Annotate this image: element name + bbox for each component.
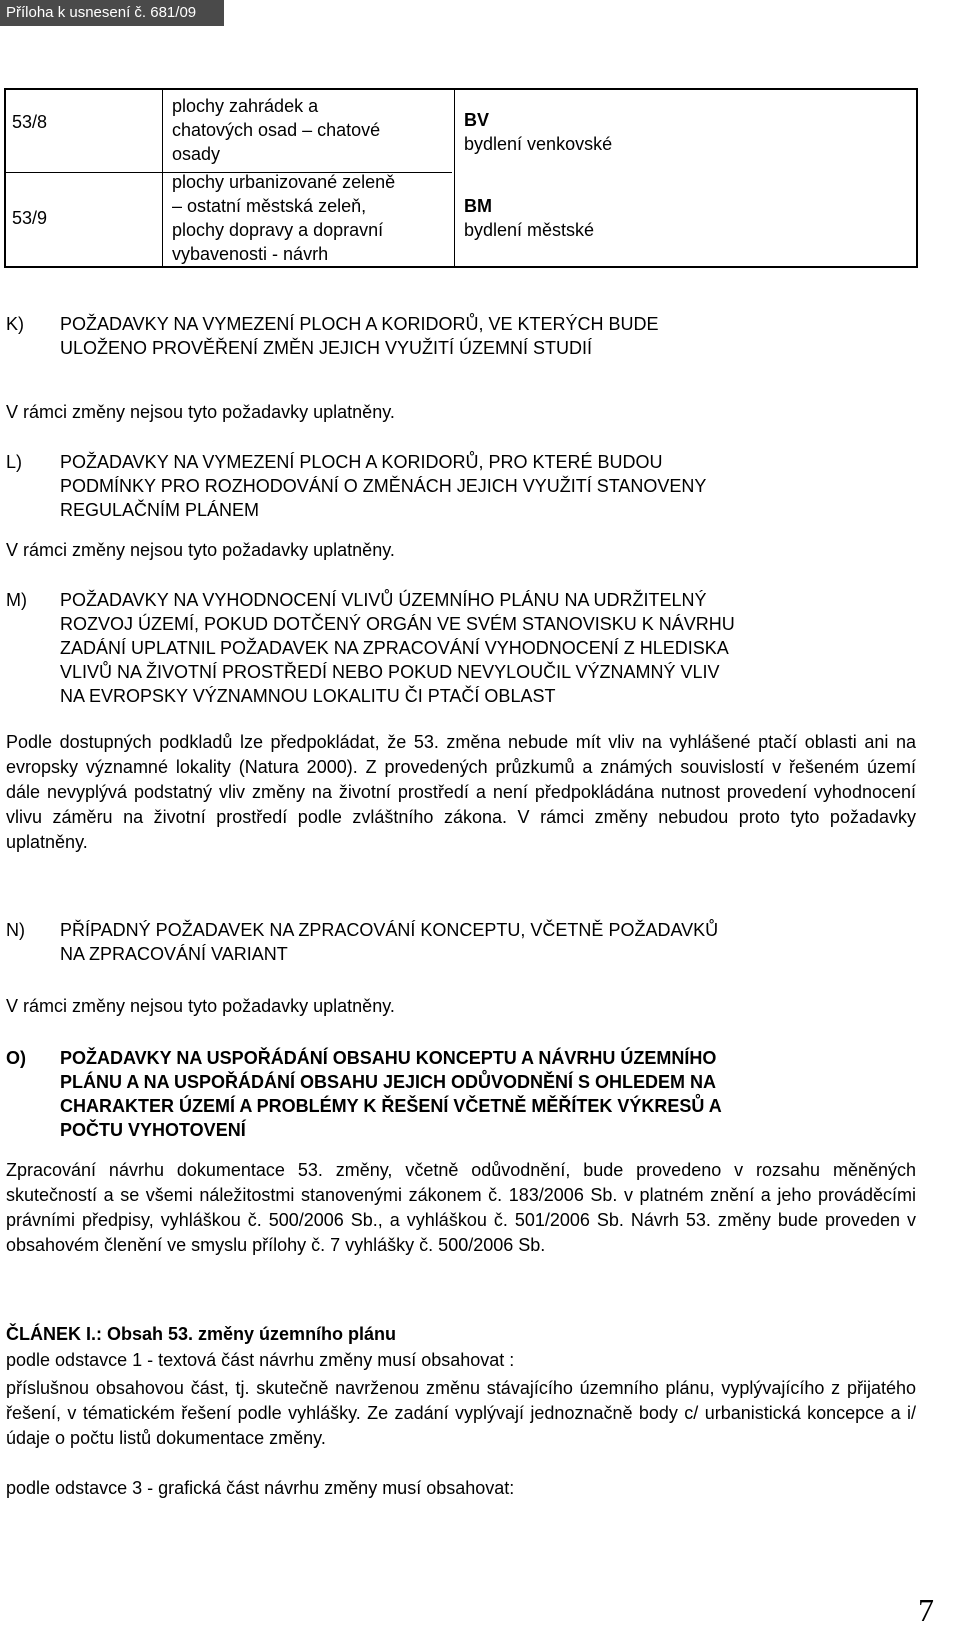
section-o-body: Zpracování návrhu dokumentace 53. změny, včetně odůvodnění, bude provedeno v rozsahu měněných skutečností a se všemi náležitostmi stanovenými zákonem č. 183/2006 Sb. v platném znění a jeho prováděcími právními předpisy, vyhláškou č. 500/2006 Sb., a vyhláškou č. 501/2006 Sb. Návrh 53. změny bude proveden v obsahovém členění ve smyslu přílohy č. 7 vyhlášky č. 500/2006 Sb. (6, 1160, 916, 1255)
table-cell-code: BM (464, 196, 492, 216)
section-k-body: V rámci změny nejsou tyto požadavky uplatněny. (6, 402, 395, 422)
land-use-table (4, 88, 918, 268)
section-o-heading: O) POŽADAVKY NA USPOŘÁDÁNÍ OBSAHU KONCEPTU A NÁVRHU ÚZEMNÍHO PLÁNU A NA USPOŘÁDÁNÍ OBSAHU JEJICH ODŮVODNĚNÍ S OHLEDEM NA CHARAKTER ÚZEMÍ A PROBLÉMY K ŘEŠENÍ VČETNĚ MĚŘÍTEK VÝKRESŮ A POČTU VYHOTOVENÍ (6, 1048, 722, 1140)
document-header-bar (0, 0, 224, 26)
table-divider (454, 90, 455, 266)
table-divider (162, 90, 163, 266)
article-line-2: podle odstavce 3 - grafická část návrhu změny musí obsahovat: (6, 1478, 515, 1498)
table-cell-code: BV (464, 110, 490, 130)
page-number: 7 (918, 1592, 934, 1628)
table-cell-id: 53/8 (12, 112, 48, 132)
section-k-heading: K) POŽADAVKY NA VYMEZENÍ PLOCH A KORIDORŮ, VE KTERÝCH BUDE ULOŽENO PROVĚŘENÍ ZMĚN JEJICH VYUŽITÍ ÚZEMNÍ STUDIÍ (6, 314, 659, 358)
article-line-1: podle odstavce 1 - textová část návrhu změny musí obsahovat : (6, 1350, 515, 1370)
table-cell-code-desc: bydlení venkovské (464, 134, 613, 154)
table-cell-desc: plochy urbanizované zeleně – ostatní městská zeleň, plochy dopravy a dopravní vybavenosti - návrh (172, 172, 396, 264)
table-cell-code-desc: bydlení městské (464, 220, 595, 240)
header-text: Příloha k usnesení č. 681/09 (6, 4, 197, 21)
article-title: ČLÁNEK I.: Obsah 53. změny územního plánu (6, 1324, 397, 1344)
section-m-body: Podle dostupných podkladů lze předpokládat, že 53. změna nebude mít vliv na vyhlášené ptačí oblasti ani na evropsky významné lokality (Natura 2000). Z provedených průzkumů a známých souvislostí v řešeném území dále nevyplývá podstatný vliv změny na životní prostředí a není předpokládána nutnost provedení vyhodnocení vlivu záměru na životní prostředí podle zvláštního zákona. V rámci změny nebudou proto tyto požadavky uplatněny. (6, 732, 916, 852)
section-n-heading: N) PŘÍPADNÝ POŽADAVEK NA ZPRACOVÁNÍ KONCEPTU, VČETNĚ POŽADAVKŮ NA ZPRACOVÁNÍ VARIANT (6, 920, 719, 964)
article-paragraph: příslušnou obsahovou část, tj. skutečně navrženou změnu stávajícího územního plánu, vyplývajícího z přijatého řešení, v tématickém řešení podle vyhlášky. Ze zadání vyplývají jednoznačně body c/ urbanistická koncepce a i/ údaje o počtu listů dokumentace změny. (6, 1378, 916, 1448)
section-l-body: V rámci změny nejsou tyto požadavky uplatněny. (6, 540, 395, 560)
section-l-heading: L) POŽADAVKY NA VYMEZENÍ PLOCH A KORIDORŮ, PRO KTERÉ BUDOU PODMÍNKY PRO ROZHODOVÁNÍ O ZMĚNÁCH JEJICH VYUŽITÍ STANOVENY REGULAČNÍM PLÁNEM (6, 452, 707, 520)
section-n-body: V rámci změny nejsou tyto požadavky uplatněny. (6, 996, 395, 1016)
table-cell-id: 53/9 (12, 208, 48, 228)
section-m-heading: M) POŽADAVKY NA VYHODNOCENÍ VLIVŮ ÚZEMNÍHO PLÁNU NA UDRŽITELNÝ ROZVOJ ÚZEMÍ, POKUD DOTČENÝ ORGÁN VE SVÉM STANOVISKU K NÁVRHU ZADÁNÍ UPLATNIL POŽADAVEK NA ZPRACOVÁNÍ VYHODNOCENÍ Z HLEDISKA VLIVŮ NA ŽIVOTNÍ PROSTŘEDÍ NEBO POKUD NEVYLOUČIL VÝZNAMNÝ VLIV NA EVROPSKY VÝZNAMNOU LOKALITU ČI PTAČÍ OBLAST (6, 590, 735, 706)
table-cell-desc: plochy zahrádek a chatových osad – chatové osady (172, 96, 381, 164)
